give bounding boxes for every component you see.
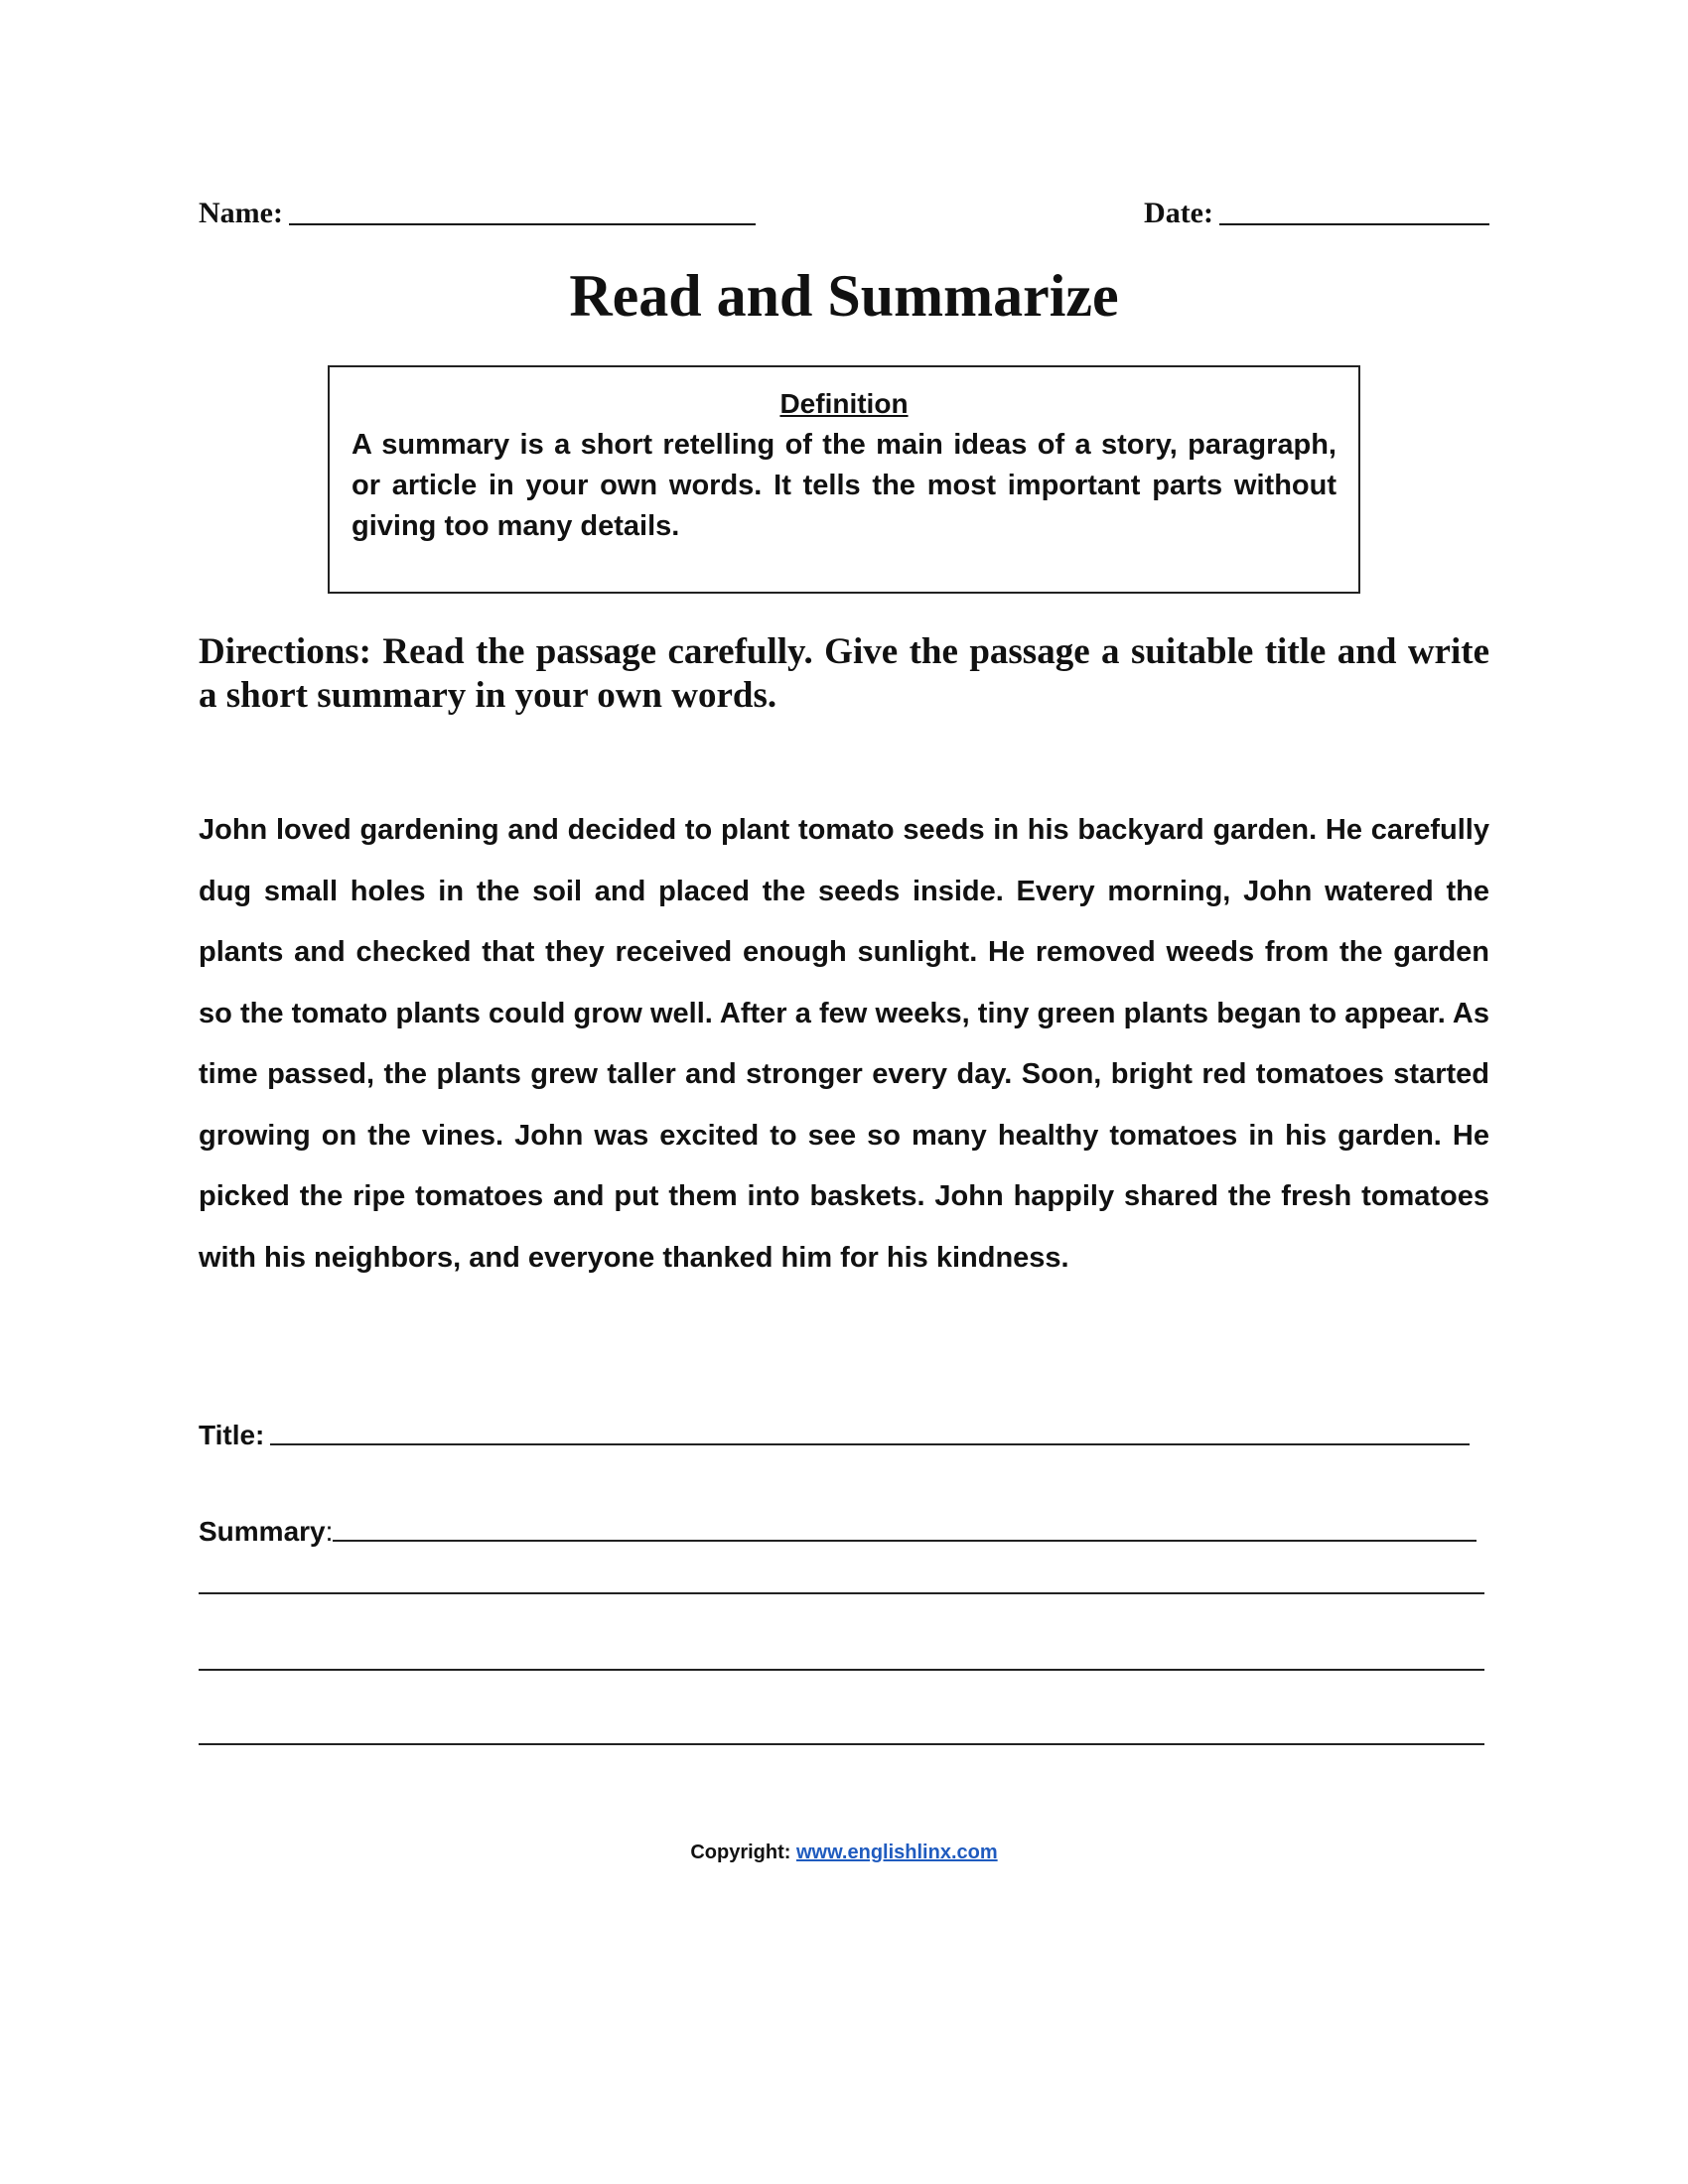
date-field	[1144, 197, 1489, 230]
header-row	[199, 197, 1489, 236]
name-label: Name:	[199, 197, 283, 229]
copyright-footer	[0, 1842, 1688, 1864]
title-field	[199, 1420, 1470, 1451]
name-field	[199, 197, 756, 230]
page-title: Read and Summarize	[569, 263, 1119, 329]
summary-field	[199, 1516, 1477, 1548]
summary-blank-line-4[interactable]	[199, 1743, 1484, 1745]
copyright-label: Copyright:	[690, 1842, 791, 1863]
summary-colon: :	[325, 1516, 334, 1547]
definition-box	[328, 365, 1360, 594]
directions-text: Directions: Read the passage carefully. Give the passage a suitable title and write a short summary in your own words.	[199, 631, 1489, 716]
copyright-link[interactable]: www.englishlinx.com	[796, 1842, 998, 1863]
title-label: Title:	[199, 1420, 265, 1450]
definition-heading: Definition	[779, 388, 909, 419]
reading-passage: John loved gardening and decided to plant tomato seeds in his backyard garden. He carefully dug small holes in the soil and placed the seeds inside. Every morning, John watered the plants and checked that they received enough sunlight. He removed weeds from the garden so the tomato plants could grow well. After a few weeks, tiny green plants began to appear. As time passed, the plants grew taller and stronger every day. Soon, bright red tomatoes started growing on the vines. John was excited to see so many healthy tomatoes in his garden. He picked the ripe tomatoes and put them into baskets. John happily shared the fresh tomatoes with his neighbors, and everyone thanked him for his kindness.	[199, 814, 1489, 1274]
date-blank-line[interactable]	[1219, 198, 1489, 225]
summary-blank-line[interactable]	[333, 1518, 1477, 1542]
definition-text: A summary is a short retelling of the main ideas of a story, paragraph, or article in your own words. It tells the most important parts without giving too many details.	[352, 429, 1336, 542]
summary-label: Summary	[199, 1516, 326, 1547]
summary-blank-line-3[interactable]	[199, 1669, 1484, 1671]
name-blank-line[interactable]	[289, 198, 756, 225]
date-label: Date:	[1144, 197, 1213, 229]
title-blank-line[interactable]	[270, 1422, 1470, 1445]
summary-blank-line-2[interactable]	[199, 1592, 1484, 1594]
